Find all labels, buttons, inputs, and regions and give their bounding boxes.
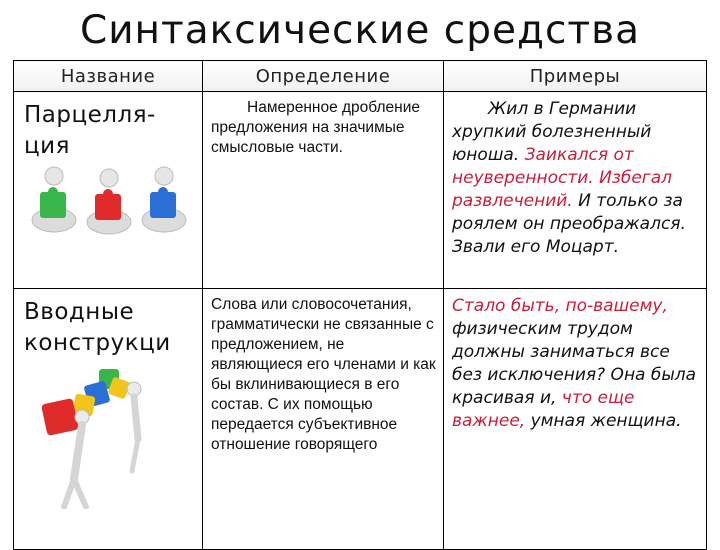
term-cell — [14, 92, 203, 289]
example-text: Жил в Германии хрупкий болезненный юноша. — [452, 99, 652, 165]
example-cell — [444, 92, 707, 289]
table-header-row — [14, 61, 707, 92]
example-highlight: что еще важнее, — [452, 388, 635, 431]
example-highlight: Заикался от неуверенности. Избегал развлечений. — [452, 145, 673, 211]
slide-title: Синтаксические средства — [79, 8, 640, 53]
definition-text: Намеренное дробление предложения на значимые смысловые части. — [211, 99, 420, 156]
table-row — [14, 92, 707, 289]
example-parcellation — [444, 92, 706, 259]
example-parenthetical — [444, 289, 706, 433]
definition-parcellation — [203, 92, 443, 158]
header-name: Название — [14, 61, 203, 92]
header-definition: Определение — [203, 61, 444, 92]
term-parcellation: Парцелля-ция — [24, 102, 156, 159]
table-row — [14, 289, 707, 550]
example-text: физическим трудом должны заниматься все без исключения? — [452, 319, 670, 385]
example-text: И только за роялем он преображался. Звали его Моцарт. — [452, 191, 686, 257]
example-cell — [444, 289, 707, 550]
figures-with-puzzle-pieces-illustration — [14, 162, 200, 242]
term-cell — [14, 289, 203, 550]
puzzle-assembly-illustration — [14, 359, 200, 509]
term-parenthetical: Вводные конструкци — [24, 299, 171, 356]
definition-cell — [203, 92, 444, 289]
definition-parenthetical: Слова или словосочетания, грамматически не связанные с предложением, не являющиеся его членами и как бы вклинивающиеся в его состав. С их помощью передается субъективное отношение говорящего — [211, 296, 436, 453]
example-highlight: Стало быть, по-вашему, — [452, 296, 668, 316]
header-examples: Примеры — [444, 61, 707, 92]
example-text: умная женщина. — [525, 411, 682, 431]
syntax-table — [13, 60, 707, 550]
example-text: Она была красивая и, — [452, 365, 697, 408]
definition-cell — [203, 289, 444, 550]
